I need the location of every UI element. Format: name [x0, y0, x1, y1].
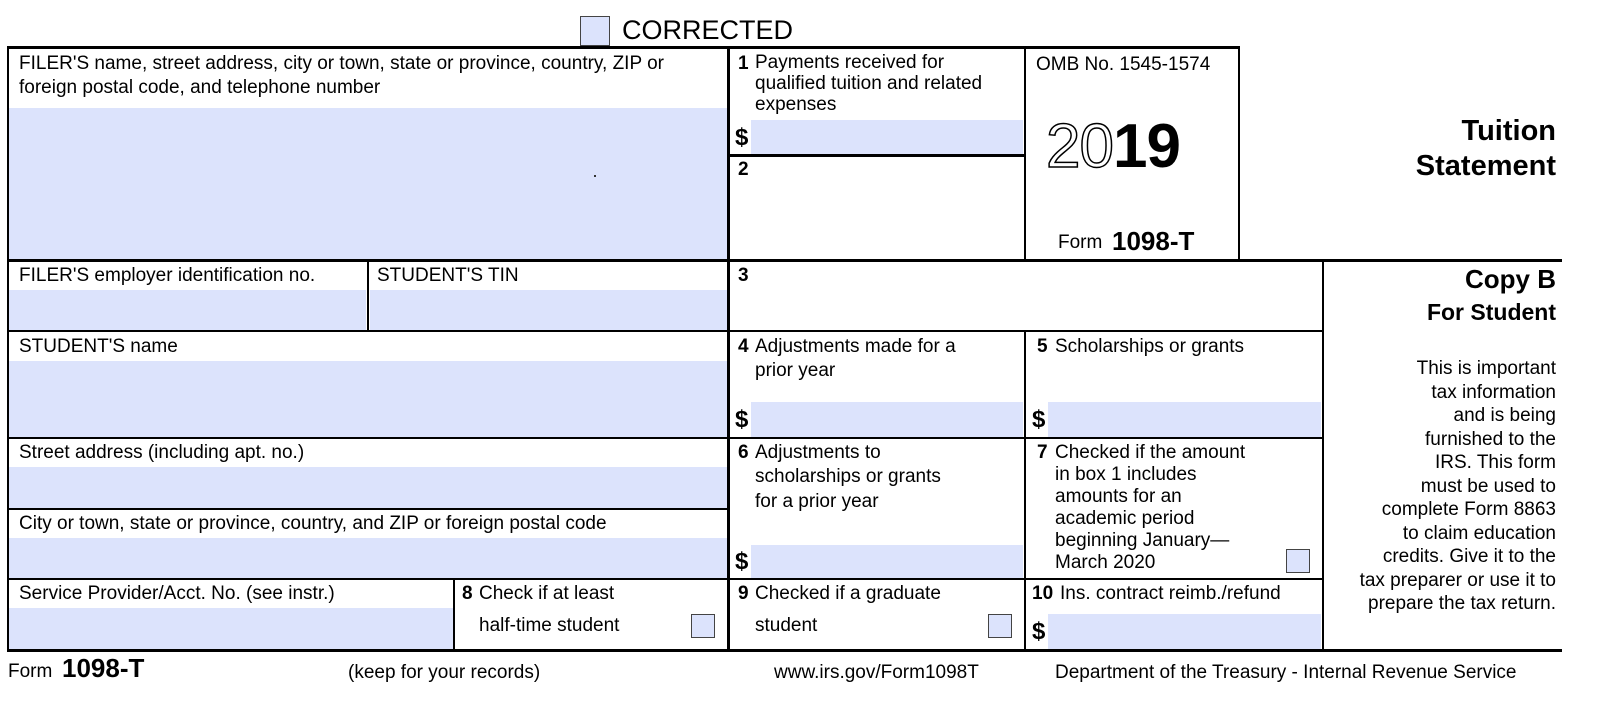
divider-box1-box2 [730, 154, 1024, 157]
student-name-label: STUDENT'S name [19, 336, 178, 357]
omb-form-word: Form [1058, 232, 1103, 253]
box8-label-line2: half-time student [479, 615, 620, 636]
student-tin-field[interactable] [370, 290, 727, 330]
box6-dollar-sign: $ [735, 548, 749, 575]
box9-label-line2: student [755, 615, 818, 636]
box8-number: 8 [462, 583, 473, 604]
box6-label-line1: Adjustments to [755, 442, 881, 463]
copy-notice-line: and is being [1453, 405, 1556, 426]
copy-notice-line: IRS. This form [1434, 452, 1556, 473]
box3-number: 3 [738, 265, 749, 286]
filer-ein-field[interactable] [9, 290, 366, 330]
box4-label-line2: prior year [755, 360, 836, 381]
divider-v-1025b [1024, 330, 1026, 651]
box8-label-line1: Check if at least [479, 583, 615, 604]
student-tin-label: STUDENT'S TIN [377, 265, 519, 286]
box4-dollar-sign: $ [735, 406, 749, 433]
box5-number: 5 [1037, 336, 1048, 357]
box1-label-line3: expenses [755, 94, 837, 115]
copy-notice-line: credits. Give it to the [1382, 546, 1556, 567]
copy-notice-line: to claim education [1402, 522, 1556, 544]
box1-label-line2: qualified tuition and related [755, 73, 983, 94]
form-top-border [7, 46, 1240, 49]
service-provider-field[interactable] [9, 608, 453, 649]
copy-subtitle: For Student [1426, 299, 1556, 325]
box6-amount-field[interactable] [751, 545, 1023, 578]
copy-notice [1316, 357, 1556, 616]
box7-label-line6: March 2020 [1055, 552, 1156, 573]
box9-checkbox[interactable] [988, 614, 1012, 638]
divider-v-1025 [1024, 46, 1026, 260]
divider-h-260 [7, 259, 1562, 262]
copy-notice-line: tax information [1431, 381, 1556, 403]
box1-amount-field[interactable] [751, 120, 1023, 154]
box4-number: 4 [738, 336, 749, 357]
filer-name-address-field[interactable] [9, 108, 727, 259]
omb-number: OMB No. 1545-1574 [1036, 54, 1211, 75]
copy-notice-line: This is important [1416, 358, 1556, 379]
copy-notice-line: prepare the tax return. [1368, 593, 1556, 614]
box7-label-line2: in box 1 includes [1055, 464, 1197, 485]
box5-dollar-sign: $ [1032, 406, 1046, 433]
service-provider-label: Service Provider/Acct. No. (see instr.) [19, 583, 335, 604]
corrected-checkbox[interactable] [580, 16, 610, 46]
filer-field-dot [594, 175, 596, 177]
form-bottom-border [7, 649, 1562, 652]
box1-label-line1: Payments received for [755, 52, 945, 73]
box7-label-line3: amounts for an [1055, 486, 1182, 507]
box10-number: 10 [1032, 583, 1054, 604]
footer-form-number: 1098-T [62, 653, 145, 683]
copy-notice-line: must be used to [1420, 475, 1556, 497]
student-name-field[interactable] [9, 361, 727, 437]
box9-number: 9 [738, 583, 749, 604]
title-line1: Tuition [1461, 115, 1556, 147]
divider-h-438 [7, 437, 1323, 439]
box7-label-line5: beginning January— [1055, 530, 1230, 551]
footer-form-word: Form [8, 661, 53, 682]
form-left-border [7, 46, 9, 651]
city-field[interactable] [9, 538, 727, 578]
tax-year-bold: 19 [1112, 112, 1180, 181]
box7-number: 7 [1037, 442, 1048, 463]
filer-label-line1: FILER'S name, street address, city or town, state or province, country, ZIP or [19, 53, 664, 74]
divider-h-579 [7, 578, 1323, 580]
box7-label-line1: Checked if the amount [1055, 442, 1246, 463]
divider-street-city [7, 508, 728, 510]
omb-form-number: 1098-T [1112, 226, 1195, 256]
box6-number: 6 [738, 442, 749, 463]
box1-number: 1 [738, 53, 749, 74]
copy-title: Copy B [1465, 264, 1556, 294]
box5-label-line1: Scholarships or grants [1055, 336, 1245, 357]
footer-url: www.irs.gov/Form1098T [774, 662, 979, 683]
divider-v-1239 [1238, 46, 1240, 260]
street-address-label: Street address (including apt. no.) [19, 442, 305, 463]
box5-amount-field[interactable] [1048, 402, 1321, 437]
box8-checkbox[interactable] [691, 614, 715, 638]
box4-label-line1: Adjustments made for a [755, 336, 956, 357]
box6-label-line2: scholarships or grants [755, 466, 941, 487]
divider-h-331 [7, 330, 1323, 332]
box4-amount-field[interactable] [751, 402, 1023, 437]
filer-label-line2: foreign postal code, and telephone number [19, 77, 381, 98]
tax-year-outline: 20 [1046, 112, 1113, 181]
copy-notice-line: tax preparer or use it to [1359, 569, 1556, 591]
box10-dollar-sign: $ [1032, 618, 1046, 645]
filer-ein-label: FILER'S employer identification no. [19, 265, 316, 286]
copy-notice-line: furnished to the [1425, 428, 1556, 450]
box7-label-line4: academic period [1055, 508, 1195, 529]
box1-dollar-sign: $ [735, 124, 749, 151]
footer-keep-note: (keep for your records) [348, 662, 541, 683]
copy-notice-line: complete Form 8863 [1381, 499, 1556, 520]
divider-v-728 [727, 46, 730, 651]
box6-label-line3: for a prior year [755, 491, 879, 512]
tax-year [1046, 112, 1180, 182]
corrected-label: CORRECTED [622, 15, 794, 45]
box10-label-line1: Ins. contract reimb./refund [1060, 583, 1281, 604]
box10-amount-field[interactable] [1048, 614, 1321, 649]
city-label: City or town, state or province, country, and ZIP or foreign postal code [19, 513, 607, 534]
box9-label-line1: Checked if a graduate [755, 583, 941, 604]
divider-v-454 [453, 578, 455, 651]
box2-number: 2 [738, 159, 749, 180]
street-address-field[interactable] [9, 467, 727, 508]
title-line2: Statement [1415, 150, 1556, 182]
footer-department: Department of the Treasury - Internal Revenue Service [1055, 662, 1517, 683]
divider-v-368 [367, 260, 369, 331]
box7-checkbox[interactable] [1286, 549, 1310, 573]
